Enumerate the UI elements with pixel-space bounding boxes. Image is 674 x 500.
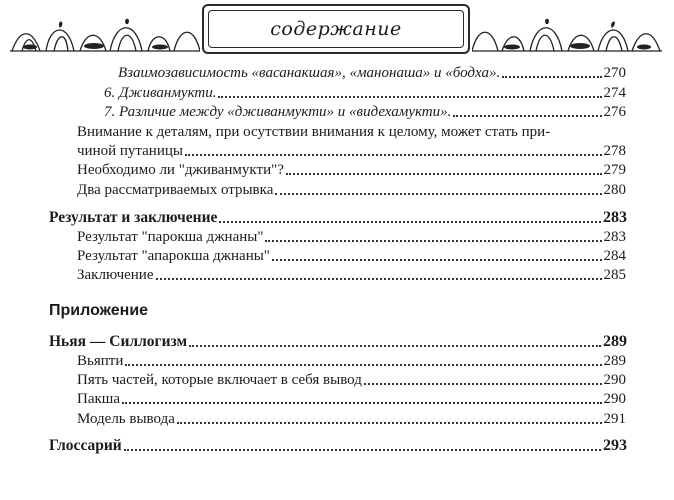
toc-entry[interactable] (77, 247, 626, 265)
toc-entry-page: 293 (603, 437, 627, 454)
dot-leader (265, 240, 601, 242)
dot-leader (185, 154, 602, 156)
section-title: содержание (270, 18, 402, 40)
toc-entry[interactable] (104, 84, 626, 102)
toc-entry-title: Необходимо ли "дживанмукти"? (77, 162, 284, 178)
toc-entry-page: 274 (603, 85, 626, 101)
toc-entry[interactable] (77, 352, 626, 370)
toc-entry-page: 283 (603, 209, 627, 226)
dot-leader (124, 449, 601, 451)
toc-entry-page: 279 (603, 162, 626, 178)
toc-entry-page: 283 (603, 229, 626, 245)
toc-entry-title: Глоссарий (49, 437, 122, 454)
toc-entry[interactable] (118, 64, 626, 82)
toc-entry-page: 284 (603, 248, 626, 264)
toc-entry[interactable] (77, 181, 626, 199)
toc-entry-title: Заключение (77, 267, 154, 283)
toc-entry-page: 276 (603, 104, 626, 120)
toc-entry-title: Ньяя — Силлогизм (49, 333, 188, 350)
toc-entry-title: 7. Различие между «дживанмукти» и «видехамукти». (104, 104, 452, 120)
toc-entry-page: 280 (603, 182, 626, 198)
toc-entry-page: 289 (603, 353, 626, 369)
toc-chapter-entry[interactable] (49, 437, 627, 455)
dot-leader (122, 402, 602, 404)
toc-entry-title: Результат и заключение (49, 209, 218, 226)
toc-entry-page: 270 (603, 65, 626, 81)
dot-leader (275, 193, 601, 195)
dot-leader (502, 76, 601, 78)
toc-entry-title: Вьяпти (77, 353, 124, 369)
dot-leader (453, 115, 601, 117)
dot-leader (125, 364, 601, 366)
toc-entry-title: Результат "парокша джнаны" (77, 229, 264, 245)
toc-entry-page: 289 (603, 333, 627, 350)
toc-entry-title-line2: чиной путаницы (77, 143, 183, 159)
dot-leader (272, 259, 602, 261)
toc-entry-page: 290 (603, 391, 626, 407)
toc-entry-page: 285 (603, 267, 626, 283)
toc-entry[interactable] (77, 410, 626, 428)
toc-entry[interactable] (77, 390, 626, 408)
dot-leader (189, 345, 601, 347)
dot-leader (219, 221, 601, 223)
toc-entry[interactable] (77, 161, 626, 179)
toc-entry-title: Пять частей, которые включает в себя вывод (77, 372, 362, 388)
appendix-heading: Приложение (49, 302, 149, 319)
toc-entry[interactable] (77, 142, 626, 160)
toc-entry[interactable] (77, 228, 626, 246)
toc-entry[interactable] (77, 371, 626, 389)
dot-leader (364, 383, 602, 385)
toc-entry-page: 291 (603, 411, 626, 427)
toc-entry-page: 290 (603, 372, 626, 388)
toc-entry-title-line1[interactable]: Внимание к деталям, при осутствии внимания к целому, может стать при- (77, 124, 551, 140)
toc-entry-page: 278 (603, 143, 626, 159)
toc-entry-title: Взаимозависимость «васанакшая», «манонаша» и «бодха». (118, 65, 501, 81)
toc-entry-title: Пакша (77, 391, 120, 407)
dot-leader (218, 96, 601, 98)
toc-entry-title: 6. Дживанмукти. (104, 85, 217, 101)
toc-entry-title: Модель вывода (77, 411, 175, 427)
toc-chapter-entry[interactable] (49, 333, 627, 351)
toc-entry-title: Два рассматриваемых отрывка (77, 182, 274, 198)
dot-leader (177, 422, 602, 424)
dot-leader (156, 278, 602, 280)
toc-chapter-entry[interactable] (49, 209, 627, 227)
dot-leader (286, 173, 602, 175)
toc-entry-title: Результат "апарокша джнаны" (77, 248, 270, 264)
toc-entry[interactable] (104, 103, 626, 121)
toc-entry[interactable] (77, 266, 626, 284)
